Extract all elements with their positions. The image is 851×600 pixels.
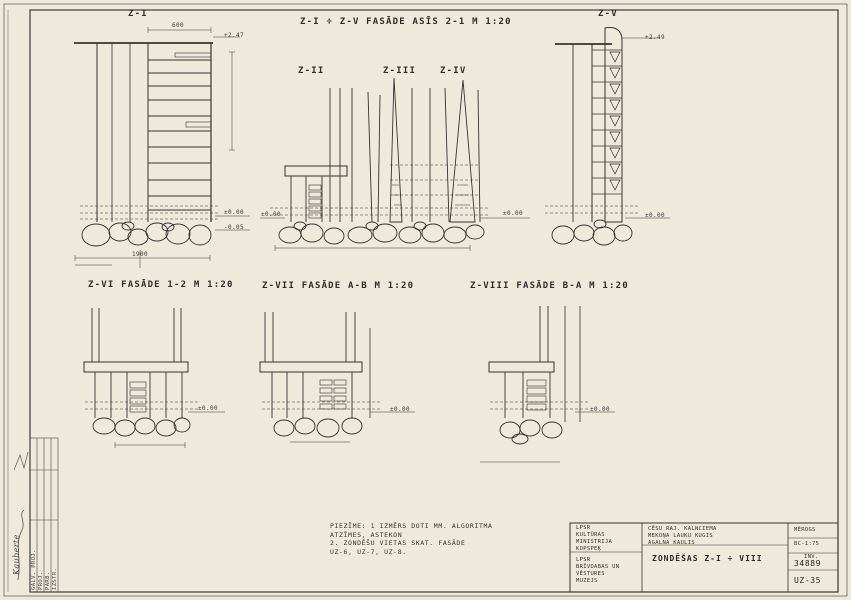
level-zero-z8: ±0.00 [590, 406, 611, 413]
side-col3: PĀRB. [45, 571, 51, 590]
title-z3: Z-III [383, 66, 417, 76]
elevation-z3-z4 [260, 78, 530, 251]
side-col2: PROJ. [38, 571, 44, 590]
title-z5: Z-V [598, 9, 618, 19]
title-z7: Z-VII FASĀDE A-B M 1:20 [262, 281, 415, 291]
level-zero-z7: ±0.00 [390, 406, 411, 413]
title-z1: Z-I [128, 9, 148, 19]
level-zero-z5: ±0.00 [645, 212, 666, 219]
level-zero-z2: ±0.00 [261, 211, 282, 218]
level-top-z1: +2.47 [224, 32, 245, 39]
level-minus-z1: -0.05 [224, 224, 245, 231]
general-note: PIEZĪME: 1 IZMĒRS DOTI MM. ALGORITMA ATZĪMES, ASTEKON 2. ZONDĒŠU VIETAS SKAT. FASĀDE UZ-6, UZ-7, UZ-8. [330, 522, 493, 556]
title-z1-z5-facade: Z-I ÷ Z-V FASĀDE ASĪS 2-1 M 1:20 [300, 17, 512, 27]
elevation-z6 [84, 308, 225, 448]
side-col4: IZSTR. [52, 567, 58, 590]
dim-1900: 1900 [132, 251, 149, 258]
title-z2: Z-II [298, 66, 325, 76]
dim-600: 600 [172, 22, 185, 29]
sheet-frame [4, 4, 847, 596]
tb-museum: LPSR BRĪVDABAS UN VĒSTURES MUZEJS [576, 557, 620, 584]
tb-inv-label: INV. [804, 554, 819, 560]
tb-sheet-number: UZ-35 [794, 576, 822, 585]
title-z4: Z-IV [440, 66, 467, 76]
level-zero-z6: ±0.00 [198, 405, 219, 412]
level-zero-z1: ±0.00 [224, 209, 245, 216]
tb-inv-number: 34889 [794, 559, 822, 568]
tb-project: CĒSU RAJ. KALNCIEMA MEKOŅA LAUKU KUGIS AGALNA KAULIS [648, 526, 717, 546]
elevation-z8 [480, 306, 615, 462]
tb-drawing-title: ZONDĒŠAS Z-I ÷ VIII [652, 554, 763, 563]
side-col1: GALV. PROJ. [31, 549, 37, 590]
tb-organization: LPSR KULTŪRAS MINISTRIJA KOPSPEĶ [576, 525, 613, 552]
tb-scale-label: MĒROGS [794, 527, 816, 533]
tb-scale-value: BC-1:75 [794, 541, 820, 547]
elevation-z7 [260, 312, 415, 442]
side-signature: Kauberte [12, 534, 21, 575]
elevation-z1 [74, 27, 250, 268]
elevation-z2 [279, 88, 347, 244]
level-top-z5: +2.49 [645, 34, 666, 41]
title-z6: Z-VI FASĀDE 1-2 M 1:20 [88, 280, 234, 290]
title-z8: Z-VIII FASĀDE B-A M 1:20 [470, 281, 629, 291]
level-zero-z4: ±0.00 [503, 210, 524, 217]
